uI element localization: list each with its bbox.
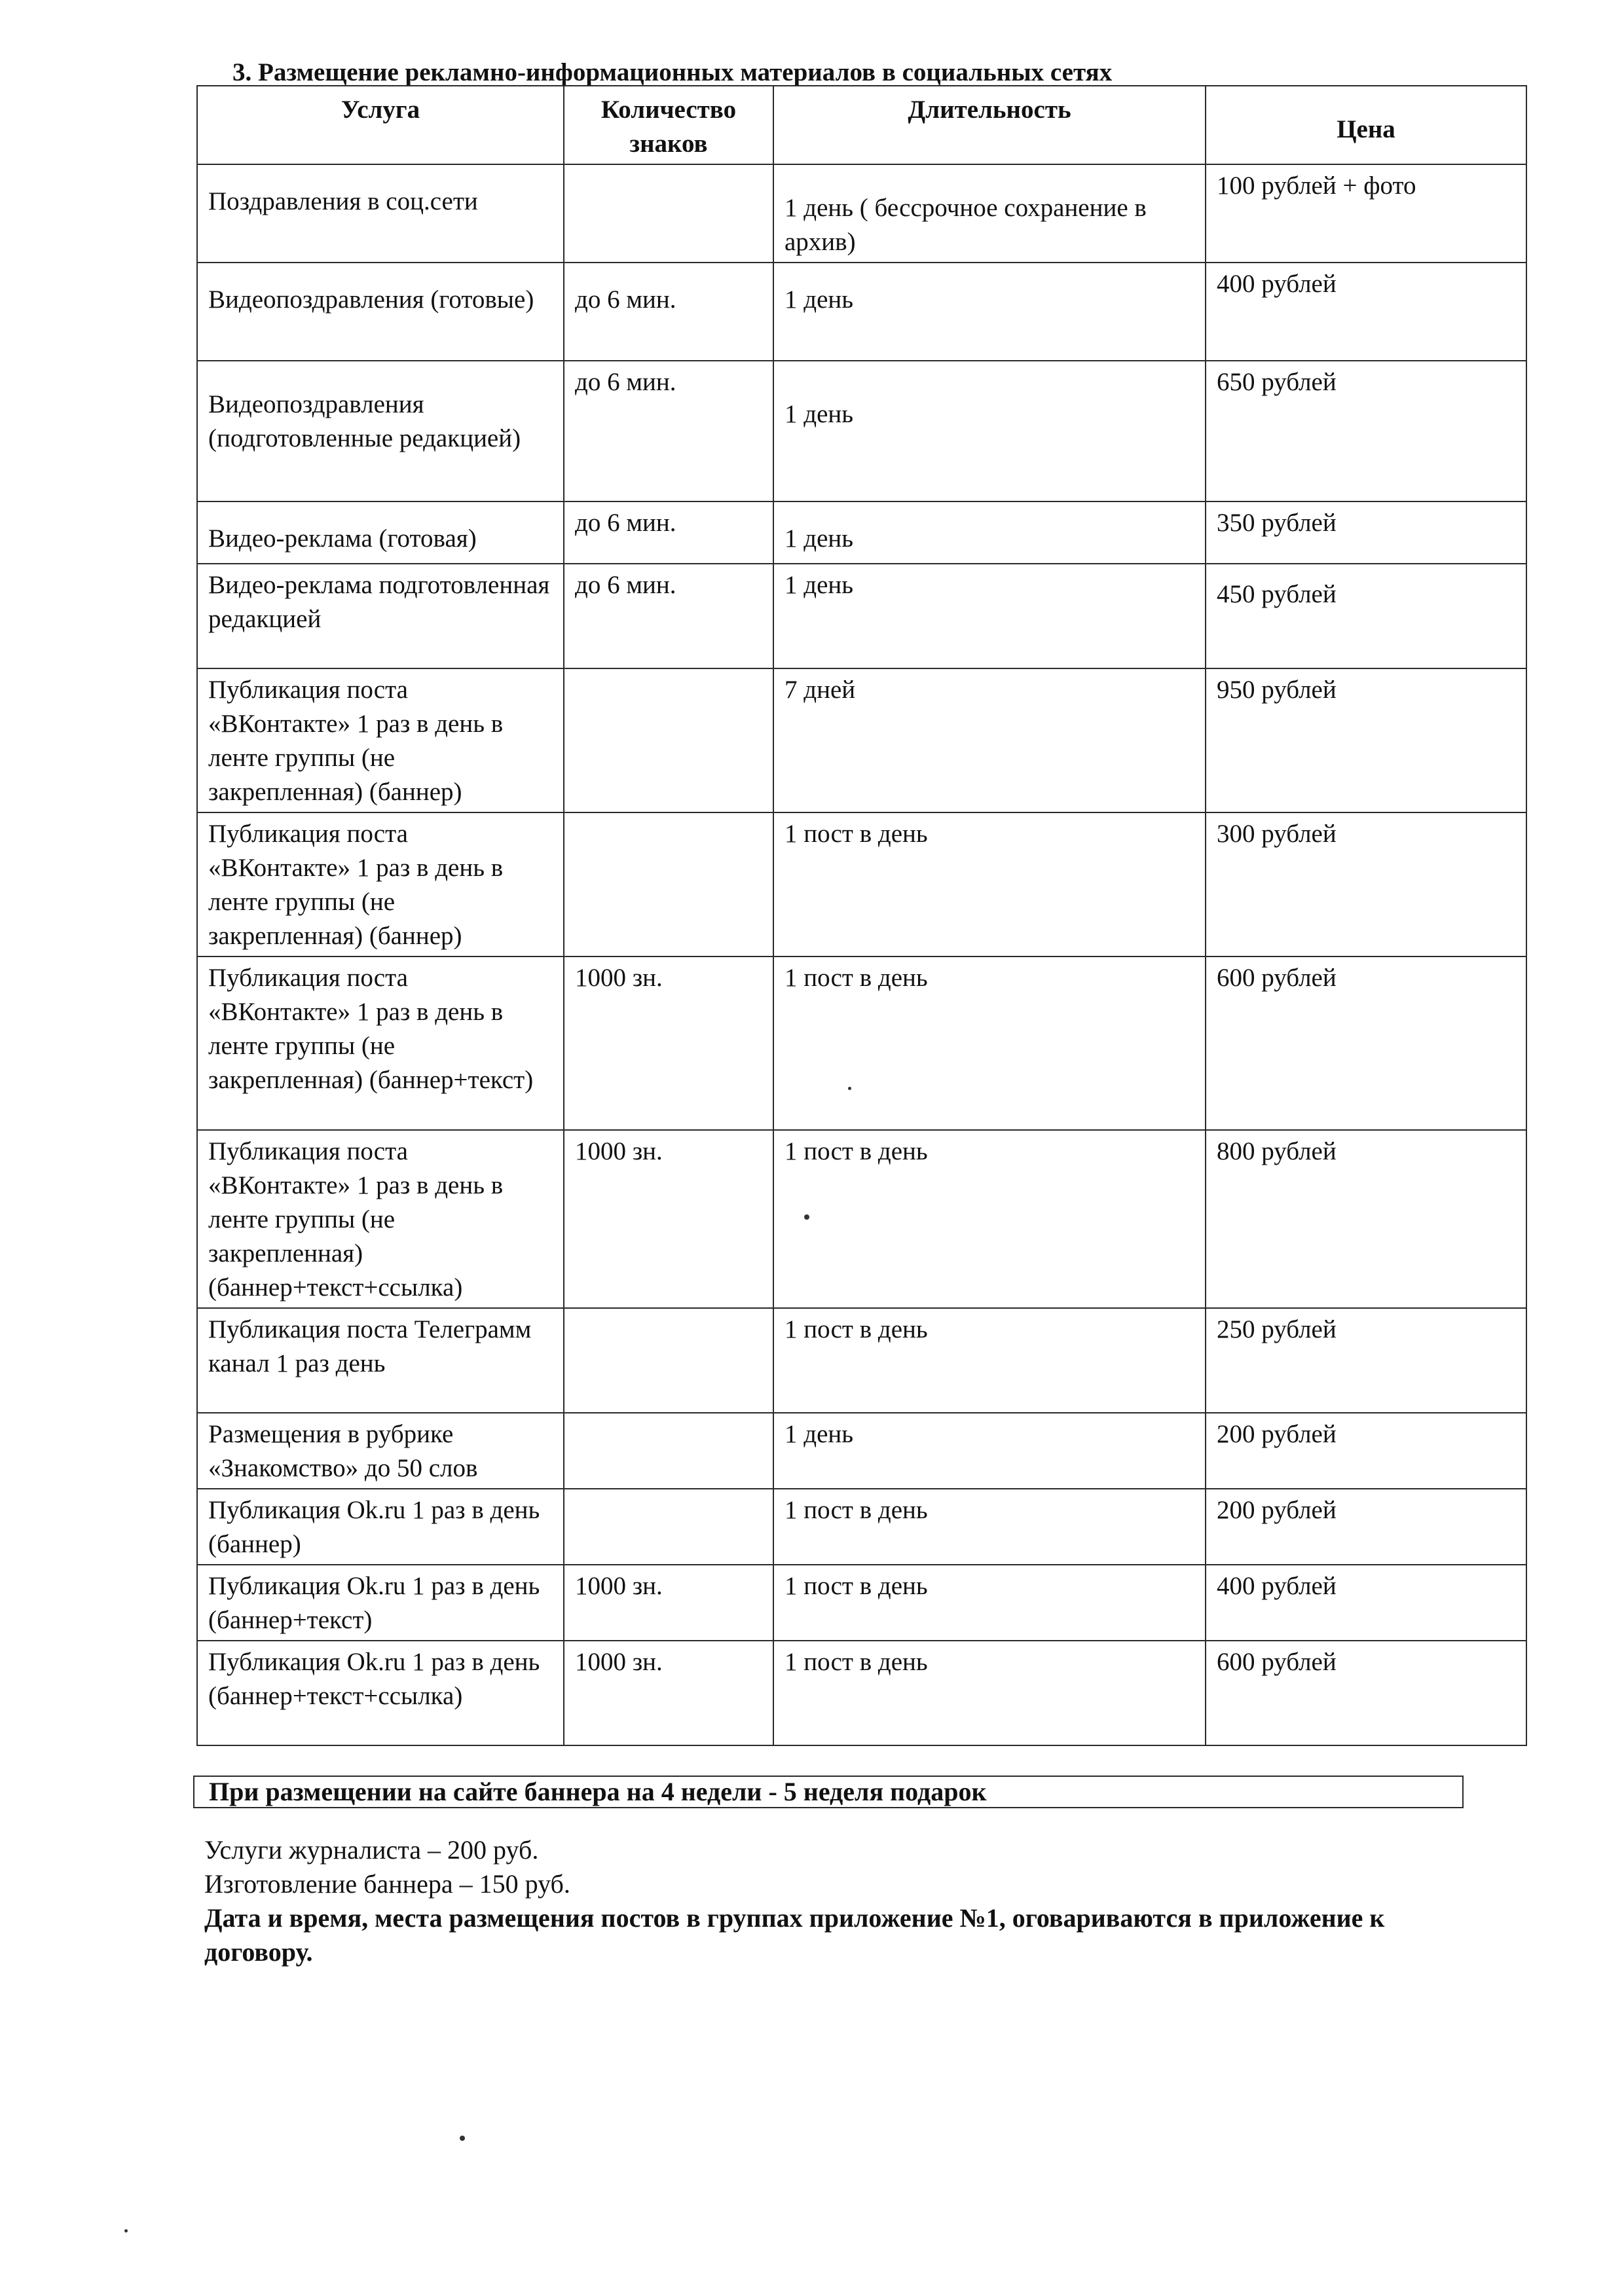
cell-chars: 1000 зн. xyxy=(564,1130,773,1308)
cell-price: 650 рублей xyxy=(1206,361,1526,501)
table-row xyxy=(197,1489,1526,1565)
notes-block xyxy=(204,1833,1449,1969)
cell-price: 200 рублей xyxy=(1206,1489,1526,1565)
cell-chars: до 6 мин. xyxy=(564,361,773,501)
cell-price: 950 рублей xyxy=(1206,668,1526,812)
section-title: 3. Размещение рекламно-информационных материалов в социальных сетях xyxy=(232,58,1113,86)
cell-duration: 7 дней xyxy=(773,668,1206,812)
cell-price: 100 рублей + фото xyxy=(1206,164,1526,263)
cell-price: 800 рублей xyxy=(1206,1130,1526,1308)
cell-chars xyxy=(564,812,773,957)
cell-service: Публикация поста «ВКонтакте» 1 раз в день в ленте группы (не закрепленная) (баннер) xyxy=(197,812,564,957)
cell-service: Публикация поста «ВКонтакте» 1 раз в день в ленте группы (не закрепленная) (баннер+текст+ссылка) xyxy=(197,1130,564,1308)
cell-price: 450 рублей xyxy=(1206,564,1526,668)
cell-service: Поздравления в соц.сети xyxy=(197,164,564,263)
cell-chars: до 6 мин. xyxy=(564,501,773,564)
journalist-fee: Услуги журналиста – 200 руб. xyxy=(204,1835,539,1865)
cell-duration: 1 день xyxy=(773,564,1206,668)
scan-speck xyxy=(124,2229,128,2232)
cell-price: 250 рублей xyxy=(1206,1308,1526,1413)
table-row xyxy=(197,164,1526,263)
gift-note-box: При размещении на сайте баннера на 4 недели - 5 неделя подарок xyxy=(193,1776,1464,1808)
scan-speck xyxy=(804,1214,809,1220)
cell-service: Видео-реклама (готовая) xyxy=(197,501,564,564)
cell-service: Размещения в рубрике «Знакомство» до 50 слов xyxy=(197,1413,564,1489)
cell-duration: 1 пост в день xyxy=(773,812,1206,957)
cell-service: Публикация Ok.ru 1 раз в день (баннер) xyxy=(197,1489,564,1565)
table-row xyxy=(197,668,1526,812)
banner-fee: Изготовление баннера – 150 руб. xyxy=(204,1869,570,1899)
cell-duration: 1 пост в день xyxy=(773,1308,1206,1413)
cell-service: Видео-реклама подготовленная редакцией xyxy=(197,564,564,668)
cell-service: Публикация поста Телеграмм канал 1 раз день xyxy=(197,1308,564,1413)
cell-chars xyxy=(564,1489,773,1565)
cell-chars: до 6 мин. xyxy=(564,263,773,361)
header-price: Цена xyxy=(1206,86,1526,164)
scan-speck xyxy=(460,2136,465,2141)
cell-service: Видеопоздравления (подготовленные редакцией) xyxy=(197,361,564,501)
cell-duration: 1 день xyxy=(773,361,1206,501)
cell-duration: 1 пост в день xyxy=(773,957,1206,1130)
cell-chars xyxy=(564,1308,773,1413)
cell-chars: 1000 зн. xyxy=(564,957,773,1130)
cell-chars: до 6 мин. xyxy=(564,564,773,668)
header-service: Услуга xyxy=(197,86,564,164)
cell-chars: 1000 зн. xyxy=(564,1641,773,1745)
table-row xyxy=(197,957,1526,1130)
cell-price: 200 рублей xyxy=(1206,1413,1526,1489)
cell-price: 300 рублей xyxy=(1206,812,1526,957)
cell-duration: 1 пост в день xyxy=(773,1641,1206,1745)
table-row xyxy=(197,1413,1526,1489)
cell-service: Публикация поста «ВКонтакте» 1 раз в день в ленте группы (не закрепленная) (баннер+текст) xyxy=(197,957,564,1130)
header-duration: Длительность xyxy=(773,86,1206,164)
price-table xyxy=(196,85,1527,1746)
table-row xyxy=(197,564,1526,668)
table-row xyxy=(197,812,1526,957)
cell-chars xyxy=(564,668,773,812)
cell-chars xyxy=(564,1413,773,1489)
table-header-row xyxy=(197,86,1526,164)
table-row xyxy=(197,501,1526,564)
cell-duration: 1 пост в день xyxy=(773,1130,1206,1308)
table-row xyxy=(197,1565,1526,1641)
cell-price: 350 рублей xyxy=(1206,501,1526,564)
cell-duration: 1 день xyxy=(773,263,1206,361)
table-row xyxy=(197,1308,1526,1413)
date-time-note: Дата и время, места размещения постов в группах приложение №1, оговариваются в приложение к договору. xyxy=(204,1903,1385,1967)
cell-chars xyxy=(564,164,773,263)
cell-chars: 1000 зн. xyxy=(564,1565,773,1641)
cell-duration: 1 день xyxy=(773,501,1206,564)
table-row xyxy=(197,1641,1526,1745)
cell-price: 600 рублей xyxy=(1206,957,1526,1130)
cell-duration: 1 день ( бессрочное сохранение в архив) xyxy=(773,164,1206,263)
cell-price: 400 рублей xyxy=(1206,1565,1526,1641)
header-chars: Количество знаков xyxy=(564,86,773,164)
scan-speck xyxy=(848,1087,851,1090)
cell-price: 600 рублей xyxy=(1206,1641,1526,1745)
table-row xyxy=(197,1130,1526,1308)
cell-duration: 1 пост в день xyxy=(773,1565,1206,1641)
table-row xyxy=(197,361,1526,501)
table-row xyxy=(197,263,1526,361)
cell-duration: 1 день xyxy=(773,1413,1206,1489)
cell-service: Публикация поста «ВКонтакте» 1 раз в день в ленте группы (не закрепленная) (баннер) xyxy=(197,668,564,812)
cell-duration: 1 пост в день xyxy=(773,1489,1206,1565)
cell-price: 400 рублей xyxy=(1206,263,1526,361)
cell-service: Видеопоздравления (готовые) xyxy=(197,263,564,361)
cell-service: Публикация Ok.ru 1 раз в день (баннер+текст) xyxy=(197,1565,564,1641)
cell-service: Публикация Ok.ru 1 раз в день (баннер+текст+ссылка) xyxy=(197,1641,564,1745)
